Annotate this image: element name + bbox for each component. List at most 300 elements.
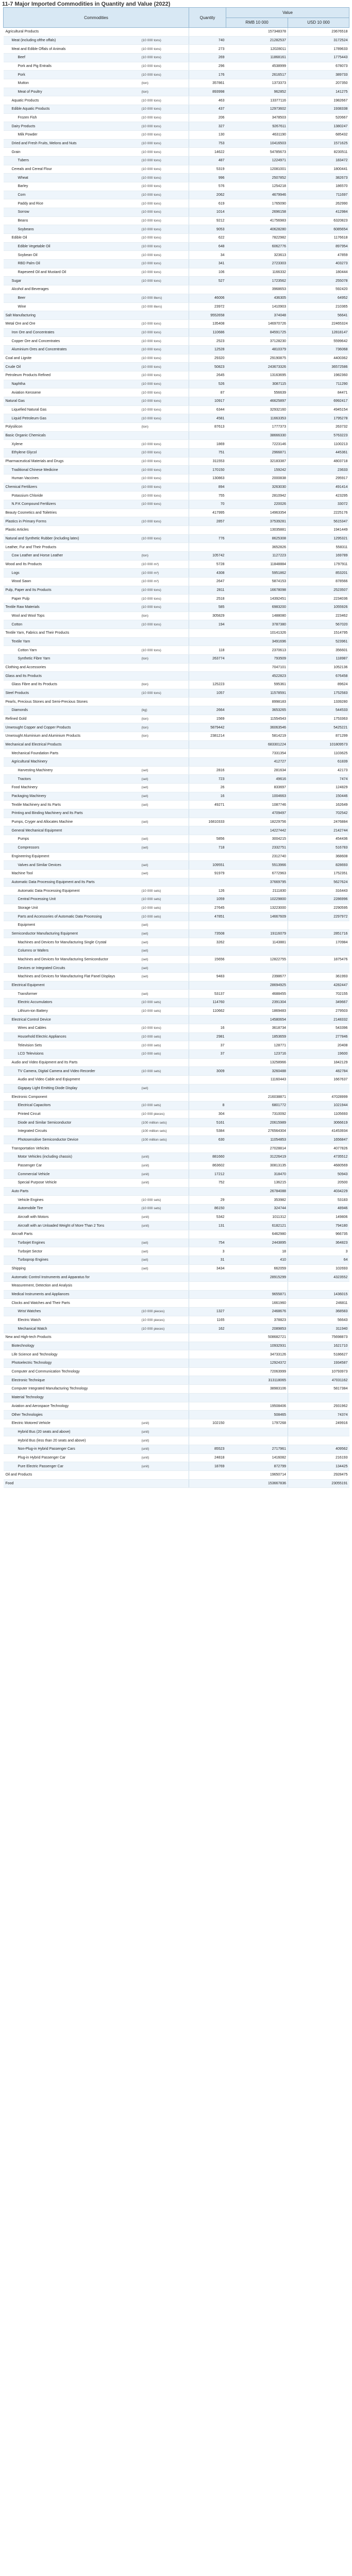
quantity-cell: 437	[189, 105, 226, 114]
commodity-name: Sugar	[4, 277, 140, 285]
table-row	[4, 723, 349, 732]
value-rmb-cell: 19116079	[226, 929, 288, 938]
value-usd-cell	[288, 1393, 349, 1402]
header-usd: USD 10 000	[288, 18, 349, 28]
value-rmb-cell: 54785673	[226, 148, 288, 157]
commodity-unit: (10 000 m³)	[140, 569, 189, 578]
value-rmb-cell: 157348378	[226, 28, 288, 37]
commodity-name: Plastic Articles	[4, 526, 140, 534]
commodity-unit	[140, 1058, 189, 1067]
table-row	[4, 998, 349, 1007]
value-usd-cell: 702542	[288, 809, 349, 818]
table-row	[4, 595, 349, 603]
table-row	[4, 191, 349, 199]
commodity-unit	[140, 1230, 189, 1239]
value-rmb-cell: 14227442	[226, 826, 288, 835]
commodity-name: Engineering Equipment	[4, 852, 140, 861]
value-usd-cell: 74374	[288, 1411, 349, 1419]
commodity-name: Wood Sawn	[4, 578, 140, 586]
value-usd-cell: 423295	[288, 492, 349, 500]
value-rmb-cell	[226, 946, 288, 955]
value-usd-cell: 523961	[288, 637, 349, 646]
value-usd-cell: 64	[288, 1256, 349, 1265]
commodity-unit	[140, 285, 189, 294]
commodity-name: Mechanical Watch	[4, 1325, 140, 1333]
quantity-cell: 2523	[189, 337, 226, 346]
value-rmb-cell: 4688455	[226, 990, 288, 998]
value-usd-cell: 676458	[288, 672, 349, 681]
commodity-unit: (10 000 pieces)	[140, 1308, 189, 1316]
table-row	[4, 569, 349, 578]
value-usd-cell: 4282447	[288, 981, 349, 990]
quantity-cell: 311553	[189, 457, 226, 466]
table-row	[4, 698, 349, 706]
value-usd-cell: 3172524	[288, 36, 349, 45]
commodity-name: Computer and Communication Technology	[4, 1367, 140, 1376]
value-rmb-cell: 36063546	[226, 723, 288, 732]
table-row	[4, 1239, 349, 1247]
commodity-unit: (set)	[140, 869, 189, 878]
quantity-cell: 16810333	[189, 818, 226, 826]
commodity-unit: (10 000 tons)	[140, 54, 189, 62]
table-row	[4, 483, 349, 492]
commodity-unit: (10 000 tons)	[140, 96, 189, 105]
commodity-name: Textile Machinery and Its Parts	[4, 801, 140, 809]
commodity-name: Equipment	[4, 921, 140, 929]
value-rmb-cell: 26784088	[226, 1187, 288, 1196]
commodity-name: Beans	[4, 216, 140, 225]
value-usd-cell: 4077826	[288, 1144, 349, 1153]
table-row	[4, 474, 349, 483]
commodity-name: Clocks and Watches and Their Parts	[4, 1299, 140, 1308]
value-rmb-cell: 1011312	[226, 1213, 288, 1222]
value-rmb-cell: 19650714	[226, 1470, 288, 1479]
table-row	[4, 1470, 349, 1479]
table-row	[4, 775, 349, 784]
commodity-name: Electrical Equipment	[4, 981, 140, 990]
commodity-unit: (10 000 sets)	[140, 1067, 189, 1076]
table-row	[4, 1093, 349, 1101]
value-rmb-cell: 1765090	[226, 199, 288, 208]
table-row	[4, 54, 349, 62]
quantity-cell: 49271	[189, 801, 226, 809]
value-usd-cell: 64952	[288, 294, 349, 302]
value-rmb-cell: 1004663	[226, 792, 288, 801]
value-usd-cell: 2931962	[288, 1402, 349, 1411]
commodity-unit: (10 000 tons)	[140, 216, 189, 225]
commodity-name: Petroleum Products Refined	[4, 371, 140, 380]
commodity-unit: (set)	[140, 1256, 189, 1265]
commodity-name: Computer Integrated Manufacturing Technology	[4, 1385, 140, 1394]
value-rmb-cell: 2000838	[226, 474, 288, 483]
table-row	[4, 113, 349, 122]
value-rmb-cell: 662059	[226, 1264, 288, 1273]
table-row	[4, 655, 349, 664]
quantity-cell	[189, 964, 226, 973]
commodity-name: Aircraft with Motors	[4, 1213, 140, 1222]
value-rmb-cell: 3618734	[226, 1024, 288, 1032]
commodity-unit: (10 000 tons)	[140, 225, 189, 234]
value-rmb-cell: 12924372	[226, 1359, 288, 1368]
commodity-name: Compressors	[4, 843, 140, 852]
value-usd-cell: 544533	[288, 706, 349, 715]
table-row	[4, 629, 349, 638]
commodity-name: Natural Gas	[4, 397, 140, 405]
value-rmb-cell: 1087746	[226, 801, 288, 809]
commodity-unit: (10 000 tons)	[140, 268, 189, 277]
commodity-name: Clothing and Accessories	[4, 663, 140, 672]
table-row	[4, 96, 349, 105]
quantity-cell: 576	[189, 182, 226, 191]
value-usd-cell: 368608	[288, 852, 349, 861]
quantity-cell	[189, 1144, 226, 1153]
commodity-name: Storage Unit	[4, 904, 140, 912]
value-usd-cell: 5186627	[288, 1350, 349, 1359]
page-title: 11-7 Major Imported Commodities in Quantity and Value (2022)	[2, 1, 171, 7]
value-usd-cell: 491414	[288, 483, 349, 492]
commodity-name: Audio and Video Cable and Eqiupment	[4, 1075, 140, 1084]
value-usd-cell: 7474	[288, 775, 349, 784]
commodity-unit: (10 000 tons)	[140, 131, 189, 140]
table-row	[4, 835, 349, 844]
commodity-name: Printed Circuit	[4, 1110, 140, 1118]
commodity-name: Aquatic Products	[4, 96, 140, 105]
value-usd-cell: 1753363	[288, 715, 349, 723]
quantity-cell: 16	[189, 792, 226, 801]
quantity-cell: 31	[189, 1256, 226, 1265]
commodity-name: Beer	[4, 294, 140, 302]
table-row	[4, 1196, 349, 1205]
commodity-unit	[140, 758, 189, 767]
table-row	[4, 380, 349, 388]
quantity-cell: 47851	[189, 912, 226, 921]
table-row	[4, 1024, 349, 1032]
value-usd-cell: 678073	[288, 62, 349, 71]
quantity-cell: 85523	[189, 1445, 226, 1453]
value-usd-cell: 1105693	[288, 1110, 349, 1118]
quantity-cell	[189, 1436, 226, 1445]
quantity-cell: 87	[189, 388, 226, 397]
commodity-unit	[140, 749, 189, 758]
table-row	[4, 45, 349, 54]
commodity-name: Copper Ore and Concentrates	[4, 337, 140, 346]
table-row	[4, 216, 349, 225]
commodity-name: Steel Products	[4, 689, 140, 698]
quantity-cell: 73508	[189, 929, 226, 938]
value-rmb-cell: 34733126	[226, 1350, 288, 1359]
quantity-cell	[189, 1402, 226, 1411]
quantity-cell	[189, 1428, 226, 1436]
value-usd-cell: 102693	[288, 1264, 349, 1273]
commodity-name: Oil and Products	[4, 1470, 140, 1479]
quantity-cell: 17212	[189, 1170, 226, 1179]
commodity-unit: (10 000 tons)	[140, 122, 189, 131]
value-rmb-cell: 7047101	[226, 663, 288, 672]
commodity-unit	[140, 663, 189, 672]
commodity-name: Edible Vegetable Oil	[4, 242, 140, 251]
table-row	[4, 1041, 349, 1050]
table-row	[4, 1222, 349, 1230]
quantity-cell: 1057	[189, 689, 226, 698]
value-usd-cell: 53183	[288, 1196, 349, 1205]
commodity-unit: (10 000 tons)	[140, 113, 189, 122]
value-usd-cell	[288, 1084, 349, 1093]
commodity-unit	[140, 1333, 189, 1342]
table-row	[4, 328, 349, 337]
value-rmb-cell: 4631190	[226, 131, 288, 140]
value-usd-cell: 1514795	[288, 629, 349, 638]
table-row	[4, 784, 349, 792]
commodity-unit: (10 000 tons)	[140, 492, 189, 500]
commodity-unit	[140, 1402, 189, 1411]
value-rmb-cell: 123716	[226, 1049, 288, 1058]
quantity-cell	[189, 1385, 226, 1394]
quantity-cell: 327	[189, 122, 226, 131]
commodity-unit: (ton)	[140, 551, 189, 560]
quantity-cell: 102150	[189, 1419, 226, 1428]
value-rmb-cell: 2312740	[226, 852, 288, 861]
commodity-name: Transportation Vehicles	[4, 1144, 140, 1153]
commodity-unit: (unit)	[140, 1462, 189, 1471]
value-usd-cell: 2851716	[288, 929, 349, 938]
table-row	[4, 354, 349, 363]
commodity-name: Wool and Wool Tops	[4, 612, 140, 620]
table-row	[4, 1007, 349, 1015]
commodity-name: Harvesting Machinery	[4, 766, 140, 775]
commodity-name: Crude Oil	[4, 363, 140, 371]
value-rmb-cell: 46625897	[226, 397, 288, 405]
value-rmb-cell: 27028814	[226, 1144, 288, 1153]
commodity-name: Electric Watch	[4, 1316, 140, 1325]
value-rmb-cell: 37128230	[226, 337, 288, 346]
commodity-unit	[140, 698, 189, 706]
value-usd-cell	[288, 964, 349, 973]
quantity-cell: 125223	[189, 681, 226, 689]
value-rmb-cell: 1488080	[226, 612, 288, 620]
commodity-unit	[140, 740, 189, 749]
commodity-name: Barley	[4, 182, 140, 191]
table-row	[4, 345, 349, 354]
value-rmb-cell: 833697	[226, 784, 288, 792]
commodity-unit: (ton)	[140, 723, 189, 732]
table-row	[4, 148, 349, 157]
quantity-cell: 15656	[189, 955, 226, 964]
value-usd-cell: 4945154	[288, 405, 349, 414]
commodity-unit	[140, 1093, 189, 1101]
commodity-name: Textile Yarn, Fabrics and Their Products	[4, 629, 140, 638]
value-rmb-cell: 1410903	[226, 302, 288, 311]
value-rmb-cell: 556639	[226, 388, 288, 397]
table-row	[4, 1247, 349, 1256]
commodity-name: Human Vaccines	[4, 474, 140, 483]
value-usd-cell: 3066619	[288, 1118, 349, 1127]
commodity-name: Aviation and Aerospace Technology	[4, 1402, 140, 1411]
value-usd-cell: 207350	[288, 79, 349, 88]
value-usd-cell: 382673	[288, 174, 349, 182]
value-usd-cell: 56641	[288, 311, 349, 320]
value-usd-cell: 2225176	[288, 509, 349, 517]
quantity-cell	[189, 1333, 226, 1342]
quantity-cell: 2664	[189, 706, 226, 715]
quantity-cell: 487	[189, 157, 226, 165]
value-rmb-cell: 3087115	[226, 380, 288, 388]
value-rmb-cell: 153667836	[226, 1479, 288, 1488]
value-usd-cell: 2297972	[288, 912, 349, 921]
quantity-cell: 776	[189, 534, 226, 543]
quantity-cell	[189, 809, 226, 818]
table-row	[4, 749, 349, 758]
quantity-cell: 126	[189, 887, 226, 895]
commodity-unit: (set)	[140, 1239, 189, 1247]
commodity-unit: (10 000 tons)	[140, 251, 189, 260]
commodity-unit: (10 000 tons)	[140, 466, 189, 474]
table-row	[4, 551, 349, 560]
table-row	[4, 1453, 349, 1462]
table-row	[4, 921, 349, 929]
value-usd-cell: 567020	[288, 620, 349, 629]
value-usd-cell: 5425221	[288, 723, 349, 732]
value-rmb-cell: 2717961	[226, 1445, 288, 1453]
quantity-cell: 527	[189, 277, 226, 285]
quantity-cell: 4308	[189, 569, 226, 578]
value-rmb-cell	[226, 1282, 288, 1291]
table-row	[4, 294, 349, 302]
value-rmb-cell: 28915299	[226, 1273, 288, 1282]
commodity-unit	[140, 1376, 189, 1385]
value-rmb-cell: 6801772	[226, 1101, 288, 1110]
quantity-cell	[189, 1075, 226, 1084]
commodity-name: Automatic Data Processing Equipment and Its Parts	[4, 878, 140, 887]
value-usd-cell: 42173	[288, 766, 349, 775]
commodity-name: Turbojet Sector	[4, 1247, 140, 1256]
commodity-name: Agricultural Products	[4, 28, 140, 37]
value-usd-cell: 356601	[288, 646, 349, 655]
commodity-name: Passenger Car	[4, 1161, 140, 1170]
table-row	[4, 1153, 349, 1162]
table-row	[4, 1385, 349, 1394]
value-rmb-cell: 962852	[226, 88, 288, 96]
table-row	[4, 672, 349, 681]
commodity-name: Central Processing Unit	[4, 895, 140, 904]
value-usd-cell: 1380247	[288, 122, 349, 131]
value-usd-cell: 101809573	[288, 740, 349, 749]
commodity-name: Refined Gold	[4, 715, 140, 723]
commodity-unit: (ton)	[140, 732, 189, 741]
value-rmb-cell: 3260488	[226, 1067, 288, 1076]
table-row	[4, 1273, 349, 1282]
value-usd-cell: 5817384	[288, 1385, 349, 1394]
commodity-unit: (10 000 tons)	[140, 328, 189, 337]
value-usd-cell: 5763223	[288, 431, 349, 440]
commodity-name: N.P.K Compound Fertilizers	[4, 500, 140, 509]
value-usd-cell: 149806	[288, 1213, 349, 1222]
commodity-name: Cow Leather and Horse Leather	[4, 551, 140, 560]
commodity-unit: (10 000 tons)	[140, 483, 189, 492]
table-row	[4, 1367, 349, 1376]
table-row	[4, 1445, 349, 1453]
value-usd-cell: 48946	[288, 1205, 349, 1213]
value-usd-cell: 20408	[288, 1041, 349, 1050]
commodity-name: Parts and Accessories of Automatic Data Processing	[4, 912, 140, 921]
commodity-unit: (10 000 tons)	[140, 319, 189, 328]
commodity-unit: (10 000 tons)	[140, 208, 189, 217]
value-rmb-cell: 10416503	[226, 139, 288, 148]
value-usd-cell: 454436	[288, 835, 349, 844]
quantity-cell: 630	[189, 1136, 226, 1144]
quantity-cell: 2857	[189, 517, 226, 526]
quantity-cell: 118	[189, 646, 226, 655]
commodity-unit: (100 million sets)	[140, 1136, 189, 1144]
commodity-unit: (10 000 liters)	[140, 294, 189, 302]
table-row	[4, 560, 349, 569]
table-row	[4, 1136, 349, 1144]
commodity-name: Wine	[4, 302, 140, 311]
commodity-unit: (10 000 tons)	[140, 1024, 189, 1032]
value-usd-cell: 1621710	[288, 1342, 349, 1350]
value-usd-cell: 364823	[288, 1239, 349, 1247]
commodity-name: Packaging Machinery	[4, 792, 140, 801]
commodity-unit	[140, 1290, 189, 1299]
value-rmb-cell: 7822982	[226, 234, 288, 243]
value-usd-cell: 277846	[288, 1032, 349, 1041]
table-row	[4, 1187, 349, 1196]
table-row	[4, 277, 349, 285]
commodity-unit: (set)	[140, 792, 189, 801]
commodity-unit: (unit)	[140, 1428, 189, 1436]
value-rmb-cell: 16678098	[226, 586, 288, 595]
value-rmb-cell: 2089853	[226, 1325, 288, 1333]
value-rmb-cell: 159242	[226, 466, 288, 474]
value-rmb-cell: 353982	[226, 1196, 288, 1205]
commodity-unit: (10 000 tons)	[140, 174, 189, 182]
value-rmb-cell: 11868161	[226, 54, 288, 62]
commodity-unit: (10 000 tons)	[140, 689, 189, 698]
value-rmb-cell: 13223000	[226, 904, 288, 912]
value-usd-cell: 56643	[288, 1316, 349, 1325]
quantity-cell: 3434	[189, 1264, 226, 1273]
commodity-unit: (set)	[140, 938, 189, 947]
table-row	[4, 208, 349, 217]
commodity-name: Salt Manufacturing	[4, 311, 140, 320]
table-row	[4, 122, 349, 131]
table-row	[4, 311, 349, 320]
table-row	[4, 964, 349, 973]
table-row	[4, 131, 349, 140]
commodity-unit: (10 000 tons)	[140, 234, 189, 243]
quantity-cell: 105742	[189, 551, 226, 560]
quantity-cell: 752	[189, 1179, 226, 1188]
commodity-name: Frozen Fish	[4, 113, 140, 122]
quantity-cell	[189, 1393, 226, 1402]
value-usd-cell: 558311	[288, 543, 349, 552]
value-rmb-cell: 793509	[226, 655, 288, 664]
commodity-unit: (10 000 tons)	[140, 388, 189, 397]
commodity-unit: (100 million sets)	[140, 1118, 189, 1127]
commodity-unit: (set)	[140, 784, 189, 792]
commodity-name: Glass and Its Products	[4, 672, 140, 681]
table-row	[4, 972, 349, 981]
commodity-name: Pork	[4, 71, 140, 79]
value-usd-cell: 445361	[288, 448, 349, 457]
value-rmb-cell: 3478503	[226, 113, 288, 122]
quantity-cell	[189, 526, 226, 534]
commodity-name: Soybean Oil	[4, 251, 140, 260]
commodity-name: Pumps	[4, 835, 140, 844]
value-usd-cell: 12818147	[288, 328, 349, 337]
commodity-name: Medical Instruments and Appliances	[4, 1290, 140, 1299]
value-usd-cell: 33072	[288, 500, 349, 509]
table-row	[4, 955, 349, 964]
